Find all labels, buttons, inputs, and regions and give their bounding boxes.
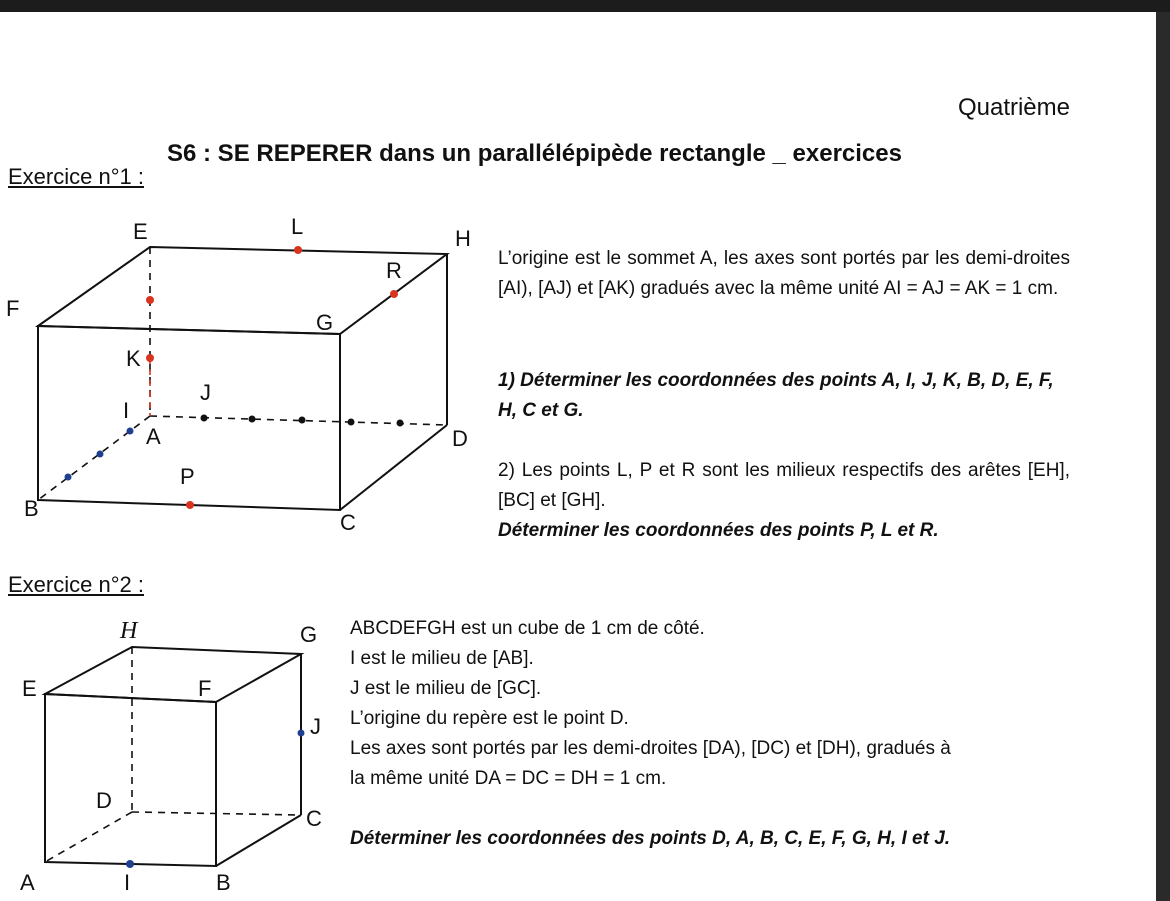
point-ad-3 [299, 417, 306, 424]
label-c-cube: C [306, 806, 322, 831]
label-a-cube: A [20, 870, 35, 895]
label-l: L [291, 214, 304, 239]
label-b-cube: B [216, 870, 231, 895]
exercise2-line-6: la même unité DA = DC = DH = 1 cm. [350, 768, 667, 789]
exercise2-line-2: I est le milieu de [AB]. [350, 648, 534, 669]
point-j-cube [298, 730, 305, 737]
point-k [146, 354, 154, 362]
exercise2-labels [20, 618, 322, 895]
label-i: I [123, 398, 130, 423]
exercise1-points [65, 246, 404, 509]
point-ea-mid [146, 296, 154, 304]
label-j: J [200, 380, 211, 405]
point-i [127, 428, 134, 435]
worksheet-title: S6 : SE REPERER dans un parallélépipède rectangle _ exercices [167, 140, 902, 167]
label-g-cube: G [300, 622, 318, 647]
exercise1-intro: L’origine est le sommet A, les axes sont portés par les demi-droites [AI), [AJ) et [AK) gradués avec la même unité AI = AJ = AK = 1 cm. [498, 248, 1070, 299]
grade-level: Quatrième [957, 94, 1070, 121]
label-a: A [146, 424, 161, 449]
label-d: D [452, 426, 468, 451]
label-d-cube: D [96, 788, 112, 813]
exercise1-question2b: Déterminer les coordonnées des points P, L et R. [498, 520, 939, 541]
point-ad-5 [397, 420, 404, 427]
exercise1-question1: 1) Déterminer les coordonnées des points A, I, J, K, B, D, E, F, H, C et G. [498, 370, 1054, 421]
label-g: G [316, 310, 334, 335]
point-i-cube [126, 860, 134, 868]
label-e: E [133, 219, 148, 244]
label-c: C [340, 510, 356, 535]
label-j-cube: J [310, 714, 321, 739]
exercise1-labels [6, 214, 471, 535]
point-ad-4 [348, 419, 355, 426]
edge-dc [340, 425, 447, 510]
point-j [201, 415, 208, 422]
edge-ab-hidden [38, 416, 150, 500]
label-f: F [6, 296, 20, 321]
exercise1-question2: 2) Les points L, P et R sont les milieux respectifs des arêtes [EH], [BC] et [GH]. [498, 460, 1070, 511]
point-l [294, 246, 302, 254]
exercise2-line-5: Les axes sont portés par les demi-droites [DA), [DC) et [DH), gradués à [350, 738, 951, 759]
exercise2-line-3: J est le milieu de [GC]. [350, 678, 542, 699]
exercise2-line-1: ABCDEFGH est un cube de 1 cm de côté. [350, 618, 705, 639]
point-ab-2 [97, 451, 104, 458]
edge-da-hidden [45, 812, 132, 862]
label-f-cube: F [198, 676, 212, 701]
point-p [186, 501, 194, 509]
label-h: H [455, 226, 471, 251]
exercise2-line-4: L’origine du repère est le point D. [350, 708, 629, 729]
exercise2-heading: Exercice n°2 : [8, 572, 144, 597]
cube-front-face [45, 694, 216, 866]
label-h-cube: H [120, 618, 138, 644]
label-k: K [126, 346, 141, 371]
exercise1-figure [38, 247, 447, 510]
label-b: B [24, 496, 39, 521]
exercise2-question: Déterminer les coordonnées des points D, A, B, C, E, F, G, H, I et J. [350, 828, 951, 849]
cube-top-face [45, 647, 301, 702]
scrollbar-track[interactable] [1156, 12, 1170, 901]
edge-cb [216, 815, 301, 866]
label-i-cube: I [124, 870, 131, 895]
point-r [390, 290, 398, 298]
exercise2-figure [45, 647, 301, 866]
point-ad-2 [249, 416, 256, 423]
label-e-cube: E [22, 676, 37, 701]
point-ab-3 [65, 474, 72, 481]
exercise1-heading: Exercice n°1 : [8, 164, 144, 189]
label-p: P [180, 464, 195, 489]
label-r: R [386, 258, 402, 283]
